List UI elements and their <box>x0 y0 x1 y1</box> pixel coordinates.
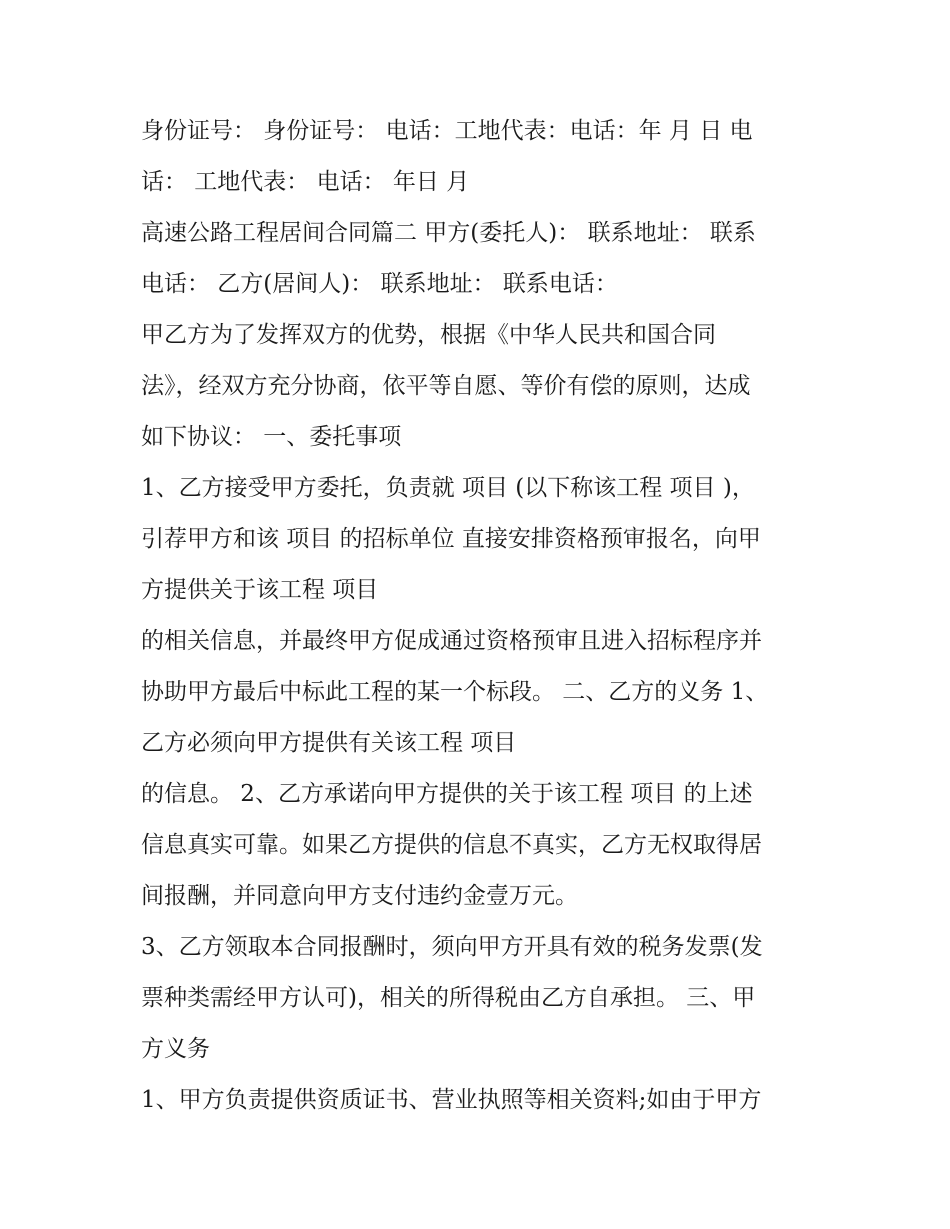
text-line: 法》，经双方充分协商，依平等自愿、等价有偿的原则，达成 <box>141 373 751 399</box>
text-line: 方提供关于该工程 项目 <box>141 577 379 603</box>
text-line: 话： 工地代表： 电话： 年日 月 <box>141 169 470 195</box>
text-line: 乙方必须向甲方提供有关该工程 项目 <box>141 730 517 756</box>
text-line: 身份证号： 身份证号： 电话：工地代表：电话：年 月 日 电 <box>141 118 753 144</box>
text-line: 票种类需经甲方认可)，相关的所得税由乙方自承担。 三、甲 <box>141 985 756 1011</box>
text-line: 1、乙方接受甲方委托，负责就 项目 (以下称该工程 项目 )， <box>141 475 755 501</box>
text-line: 电话： 乙方(居间人)： 联系地址： 联系电话： <box>141 271 618 297</box>
text-line: 方义务 <box>141 1036 210 1062</box>
text-line: 的信息。 2、乙方承诺向甲方提供的关于该工程 项目 的上述 <box>141 781 753 807</box>
contract-text-body <box>141 106 821 1126</box>
text-line: 引荐甲方和该 项目 的招标单位 直接安排资格预审报名，向甲 <box>141 526 761 552</box>
text-line: 1、甲方负责提供资质证书、营业执照等相关资料;如由于甲方 <box>141 1087 762 1113</box>
text-line: 间报酬，并同意向甲方支付违约金壹万元。 <box>141 883 578 909</box>
text-line: 协助甲方最后中标此工程的某一个标段。 二、乙方的义务 1、 <box>141 679 769 705</box>
text-line: 如下协议： 一、委托事项 <box>141 424 402 450</box>
text-line: 的相关信息，并最终甲方促成通过资格预审且进入招标程序并 <box>141 628 762 654</box>
text-line: 信息真实可靠。如果乙方提供的信息不真实，乙方无权取得居 <box>141 832 762 858</box>
text-line: 甲乙方为了发挥双方的优势，根据《中华人民共和国合同 <box>141 322 716 348</box>
text-line: 3、乙方领取本合同报酬时，须向甲方开具有效的税务发票(发 <box>141 934 763 960</box>
text-line: 高速公路工程居间合同篇二 甲方(委托人)： 联系地址： 联系 <box>141 220 756 246</box>
